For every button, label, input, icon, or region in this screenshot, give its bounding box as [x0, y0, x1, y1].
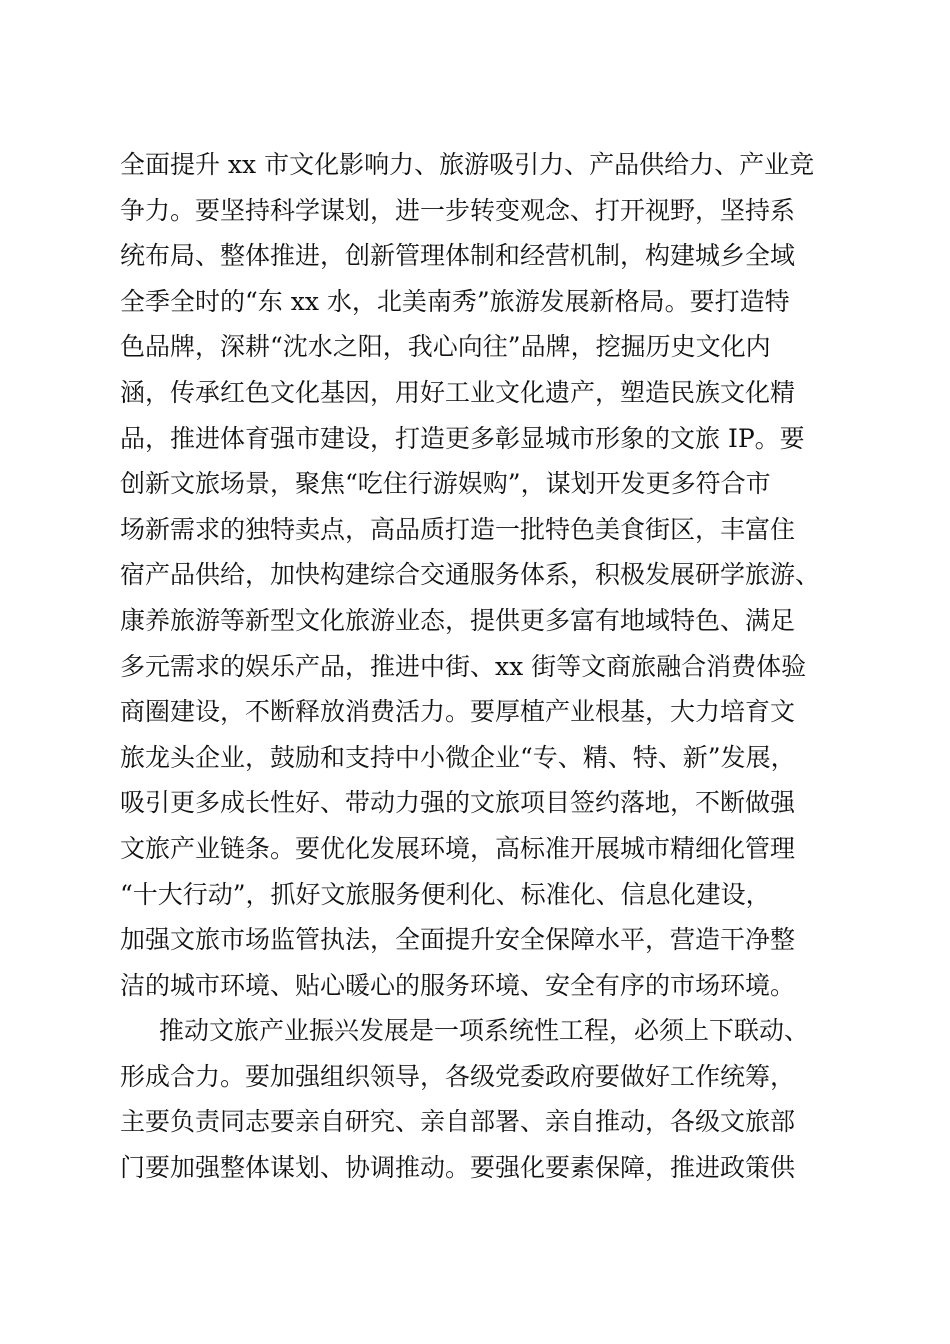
paragraph-line: 文旅产业链条。要优化发展环境，高标准开展城市精细化管理 [120, 833, 796, 863]
paragraph-line: 色品牌，深耕“沈水之阳，我心向往”品牌，挖掘历史文化内 [120, 332, 771, 362]
paragraph-line: 洁的城市环境、贴心暖心的服务环境、安全有序的市场环境。 [120, 970, 796, 1000]
paragraph-line: 统布局、整体推进，创新管理体制和经营机制，构建城乡全域 [120, 241, 796, 271]
paragraph-1 [120, 142, 840, 1008]
paragraph-line: 争力。要坚持科学谋划，进一步转变观念、打开视野，坚持系 [120, 195, 796, 225]
paragraph-2 [120, 1008, 840, 1190]
paragraph-line: 全面提升 xx 市文化影响力、旅游吸引力、产品供给力、产业竞 [120, 150, 815, 179]
paragraph-line: 吸引更多成长性好、带动力强的文旅项目签约落地，不断做强 [120, 788, 796, 818]
paragraph-line: 创新文旅场景，聚焦“吃住行游娱购”，谋划开发更多符合市 [120, 469, 771, 499]
paragraph-line: 场新需求的独特卖点，高品质打造一批特色美食街区，丰富住 [120, 514, 796, 544]
paragraph-line: 涵，传承红色文化基因，用好工业文化遗产，塑造民族文化精 [120, 377, 796, 407]
paragraph-line: 形成合力。要加强组织领导，各级党委政府要做好工作统筹， [120, 1061, 796, 1091]
paragraph-line: 旅龙头企业，鼓励和支持中小微企业“专、精、特、新”发展， [120, 742, 796, 772]
paragraph-line: 主要负责同志要亲自研究、亲自部署、亲自推动，各级文旅部 [120, 1107, 796, 1137]
paragraph-line: 加强文旅市场监管执法，全面提升安全保障水平，营造干净整 [120, 925, 796, 955]
document-body [120, 142, 840, 1191]
paragraph-line: “十大行动”，抓好文旅服务便利化、标准化、信息化建设， [120, 879, 771, 909]
paragraph-line: 品，推进体育强市建设，打造更多彰显城市形象的文旅 IP。要 [120, 423, 805, 453]
paragraph-line: 康养旅游等新型文化旅游业态，提供更多富有地域特色、满足 [120, 605, 796, 635]
paragraph-line: 多元需求的娱乐产品，推进中街、xx 街等文商旅融合消费体验 [120, 651, 807, 681]
paragraph-line: 商圈建设，不断释放消费活力。要厚植产业根基，大力培育文 [120, 697, 796, 727]
paragraph-line: 全季全时的“东 xx 水，北美南秀”旅游发展新格局。要打造特 [120, 286, 790, 316]
paragraph-line: 宿产品供给，加快构建综合交通服务体系，积极发展研学旅游、 [120, 560, 821, 590]
paragraph-line: 门要加强整体谋划、协调推动。要强化要素保障，推进政策供 [120, 1153, 796, 1183]
paragraph-first-line: 推动文旅产业振兴发展是一项系统性工程，必须上下联动、 [159, 1016, 810, 1046]
